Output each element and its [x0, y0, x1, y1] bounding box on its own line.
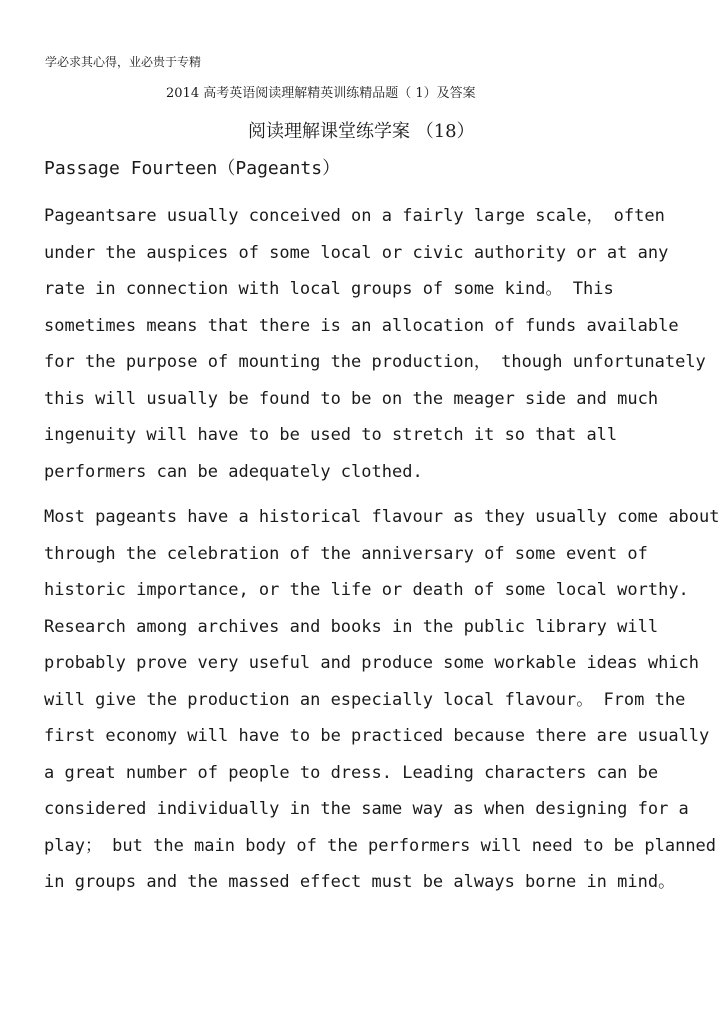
paragraph-line: ingenuity will have to be used to stretch it so that all	[44, 425, 618, 445]
paragraph-line: rate in connection with local groups of some kind。 This	[44, 279, 614, 299]
passage-heading: Passage Fourteen（Pageants）	[44, 158, 341, 179]
paragraph-line: Most pageants have a historical flavour as they usually come about	[44, 507, 720, 527]
paragraph-line: considered individually in the same way as when designing for a	[44, 799, 689, 819]
paragraph-line: in groups and the massed effect must be always borne in mind。	[44, 872, 676, 892]
paragraph-1	[44, 204, 706, 496]
paragraph-line: will give the production an especially local flavour。 From the	[44, 689, 686, 710]
paragraph-line: historic importance, or the life or death of some local worthy.	[44, 580, 689, 600]
document-title: 阅读理解课堂练学案 （18）	[248, 121, 475, 142]
document-subtitle: 2014 高考英语阅读理解精英训练精品题（ 1）及答案	[166, 86, 476, 101]
paragraph-line: for the purpose of mounting the production， though unfortunately	[44, 352, 706, 372]
paragraph-line: performers can be adequately clothed.	[44, 461, 423, 482]
paragraph-line: through the celebration of the anniversary of some event of	[44, 543, 648, 564]
header-note: 学必求其心得，业必贵于专精	[45, 55, 202, 69]
paragraph-line: a great number of people to dress. Leading characters can be	[44, 762, 659, 783]
paragraph-2	[44, 505, 720, 907]
paragraph-line: play； but the main body of the performers will need to be planned	[44, 835, 717, 856]
paragraph-line: sometimes means that there is an allocation of funds available	[44, 315, 679, 336]
paragraph-line: this will usually be found to be on the meager side and much	[44, 388, 659, 409]
paragraph-line: first economy will have to be practiced because there are usually	[44, 726, 710, 746]
paragraph-line: Research among archives and books in the public library will	[44, 616, 659, 637]
paragraph-line: Pageantsare usually conceived on a fairly large scale， often	[44, 206, 665, 226]
paragraph-line: under the auspices of some local or civic authority or at any	[44, 242, 669, 263]
paragraph-line: probably prove very useful and produce some workable ideas which	[44, 653, 700, 673]
